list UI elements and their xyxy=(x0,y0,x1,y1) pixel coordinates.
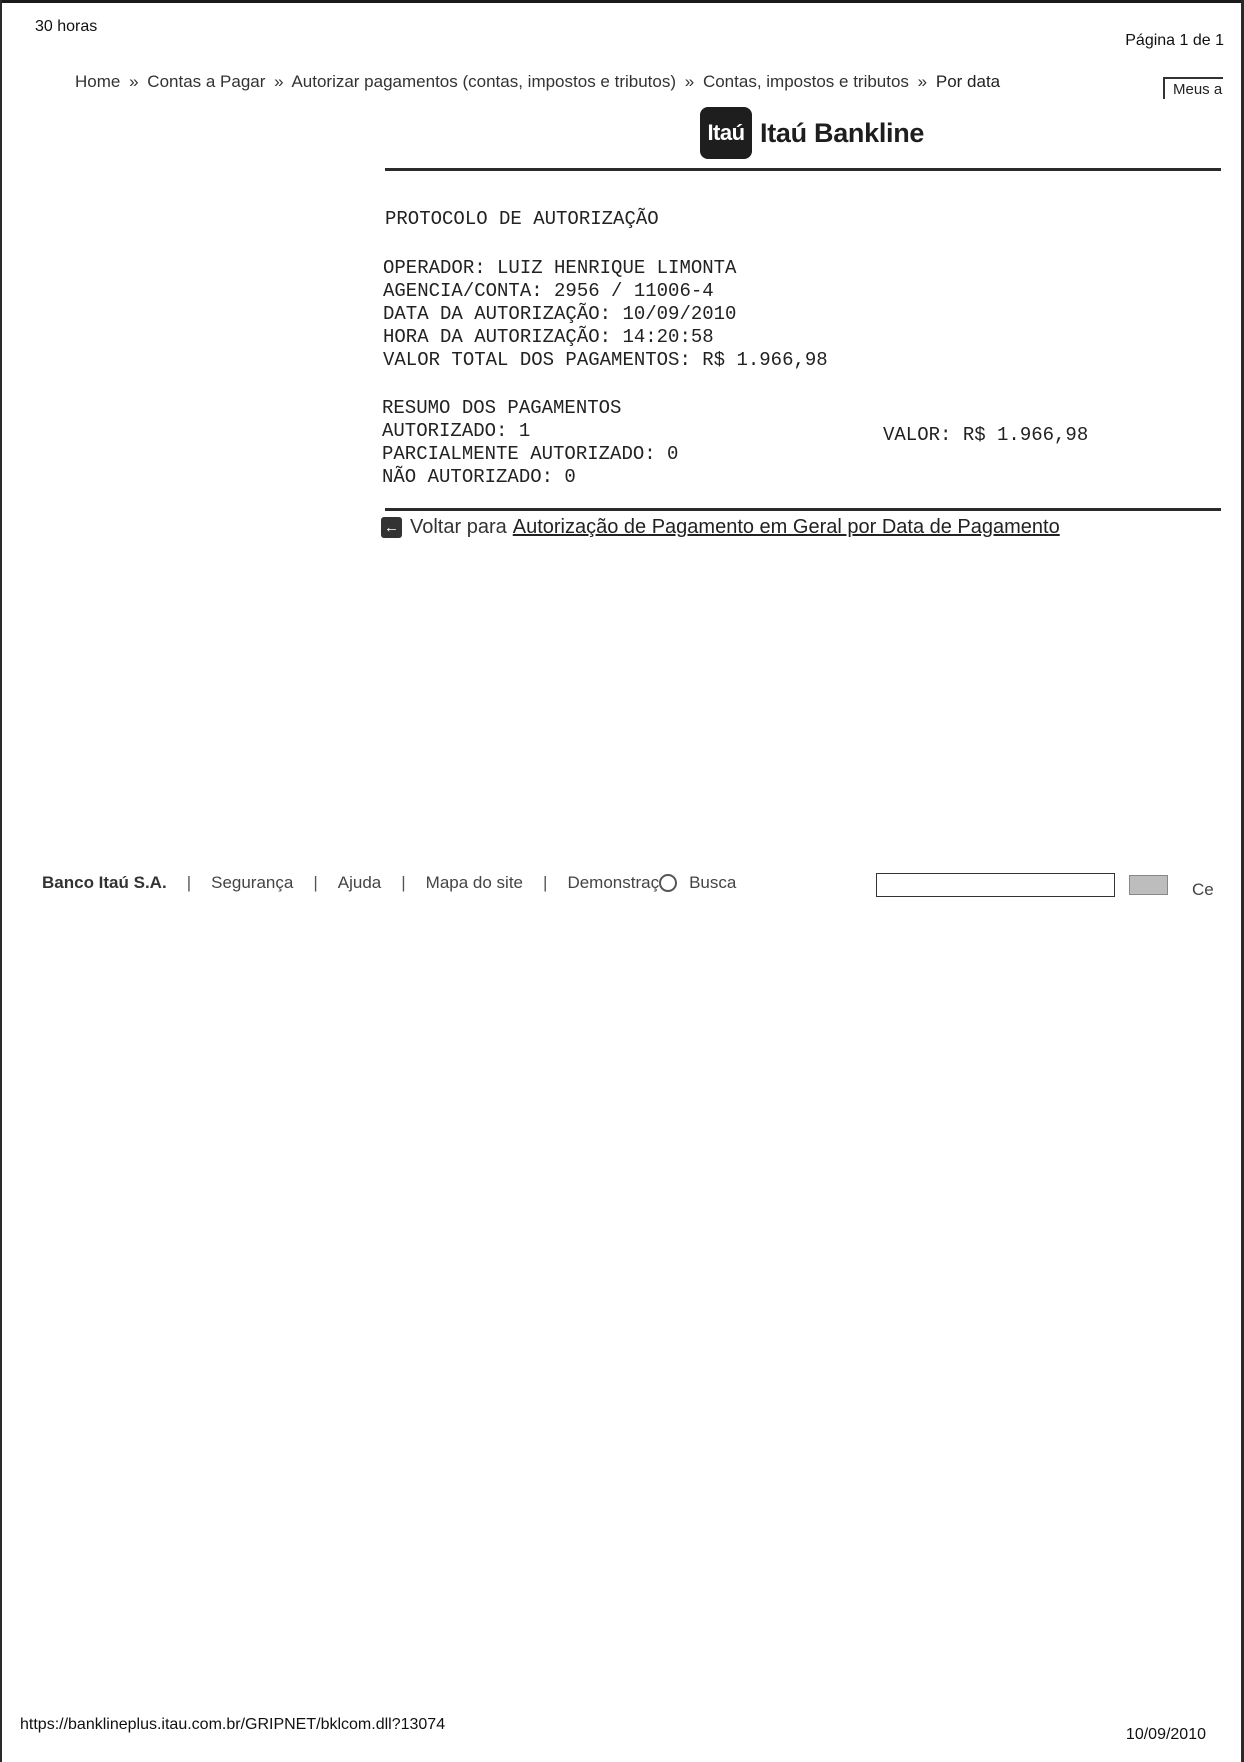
breadcrumb-separator: » xyxy=(684,72,695,91)
footer-nav xyxy=(42,867,736,899)
valor-total-line: VALOR TOTAL DOS PAGAMENTOS: R$ 1.966,98 xyxy=(383,349,828,371)
operador-line: OPERADOR: LUIZ HENRIQUE LIMONTA xyxy=(383,257,737,279)
print-header-title: 30 horas xyxy=(35,18,98,35)
summary xyxy=(382,397,678,489)
summary-valor: VALOR: R$ 1.966,98 xyxy=(883,424,1089,446)
summary-autorizado: AUTORIZADO: 1 xyxy=(382,420,531,442)
protocol-info xyxy=(383,257,828,372)
breadcrumb-separator: » xyxy=(129,72,139,91)
back-link-prefix: Voltar para xyxy=(410,516,507,538)
divider-bottom xyxy=(385,508,1221,511)
page-edge-top xyxy=(0,0,1244,3)
breadcrumb-separator: » xyxy=(274,72,284,91)
protocol-title: PROTOCOLO DE AUTORIZAÇÃO xyxy=(385,208,659,230)
meus-tab[interactable]: Meus a xyxy=(1163,77,1223,99)
itau-logo xyxy=(700,106,924,160)
footer-mapa-do-site[interactable]: Mapa do site xyxy=(425,873,524,892)
breadcrumb-separator: » xyxy=(917,72,928,91)
summary-nao-autorizado: NÃO AUTORIZADO: 0 xyxy=(382,466,576,488)
search-icon xyxy=(659,874,677,892)
agencia-conta-line: AGENCIA/CONTA: 2956 / 11006-4 xyxy=(383,280,714,302)
page-edge-left xyxy=(0,0,2,1762)
breadcrumb-home[interactable]: Home xyxy=(75,72,121,91)
breadcrumb-autorizar-pagamentos[interactable]: Autorizar pagamentos (contas, impostos e tributos) xyxy=(291,72,677,91)
itau-logo-text: Itaú Bankline xyxy=(760,117,925,148)
itau-logo-mark: Itaú xyxy=(700,107,752,159)
print-page-number: Página 1 de 1 xyxy=(1125,32,1224,49)
breadcrumb-contas-impostos[interactable]: Contas, impostos e tributos xyxy=(702,72,909,91)
breadcrumb-contas-a-pagar[interactable]: Contas a Pagar xyxy=(147,72,266,91)
footer-seguranca[interactable]: Segurança xyxy=(211,873,294,892)
footer-banco-itau[interactable]: Banco Itaú S.A. xyxy=(42,873,167,892)
hora-autorizacao-line: HORA DA AUTORIZAÇÃO: 14:20:58 xyxy=(383,326,714,348)
back-link-target[interactable]: Autorização de Pagamento em Geral por Data de Pagamento xyxy=(512,516,1060,538)
print-footer-url: https://banklineplus.itau.com.br/GRIPNET/bklcom.dll?13074 xyxy=(20,1716,446,1733)
footer-separator: | xyxy=(186,873,192,892)
divider-top xyxy=(385,168,1221,171)
breadcrumb-current: Por data xyxy=(935,72,1001,91)
footer-separator: | xyxy=(313,873,318,892)
footer-demonstracao[interactable]: Demonstraç xyxy=(567,873,660,892)
footer-ajuda[interactable]: Ajuda xyxy=(337,873,382,892)
breadcrumb xyxy=(75,72,1000,92)
data-autorizacao-line: DATA DA AUTORIZAÇÃO: 10/09/2010 xyxy=(383,303,737,325)
arrow-left-icon[interactable]: ← xyxy=(381,517,402,538)
search-input[interactable] xyxy=(876,873,1115,897)
summary-parcial: PARCIALMENTE AUTORIZADO: 0 xyxy=(382,443,679,465)
footer-separator: | xyxy=(543,873,548,892)
footer-busca-label: Busca xyxy=(689,873,737,892)
footer-separator: | xyxy=(401,873,406,892)
footer-truncated-item[interactable]: Ce xyxy=(1192,880,1214,899)
search-button[interactable] xyxy=(1129,875,1168,895)
back-link xyxy=(381,516,1060,539)
summary-title: RESUMO DOS PAGAMENTOS xyxy=(382,397,622,419)
print-footer-date: 10/09/2010 xyxy=(1125,1726,1206,1743)
